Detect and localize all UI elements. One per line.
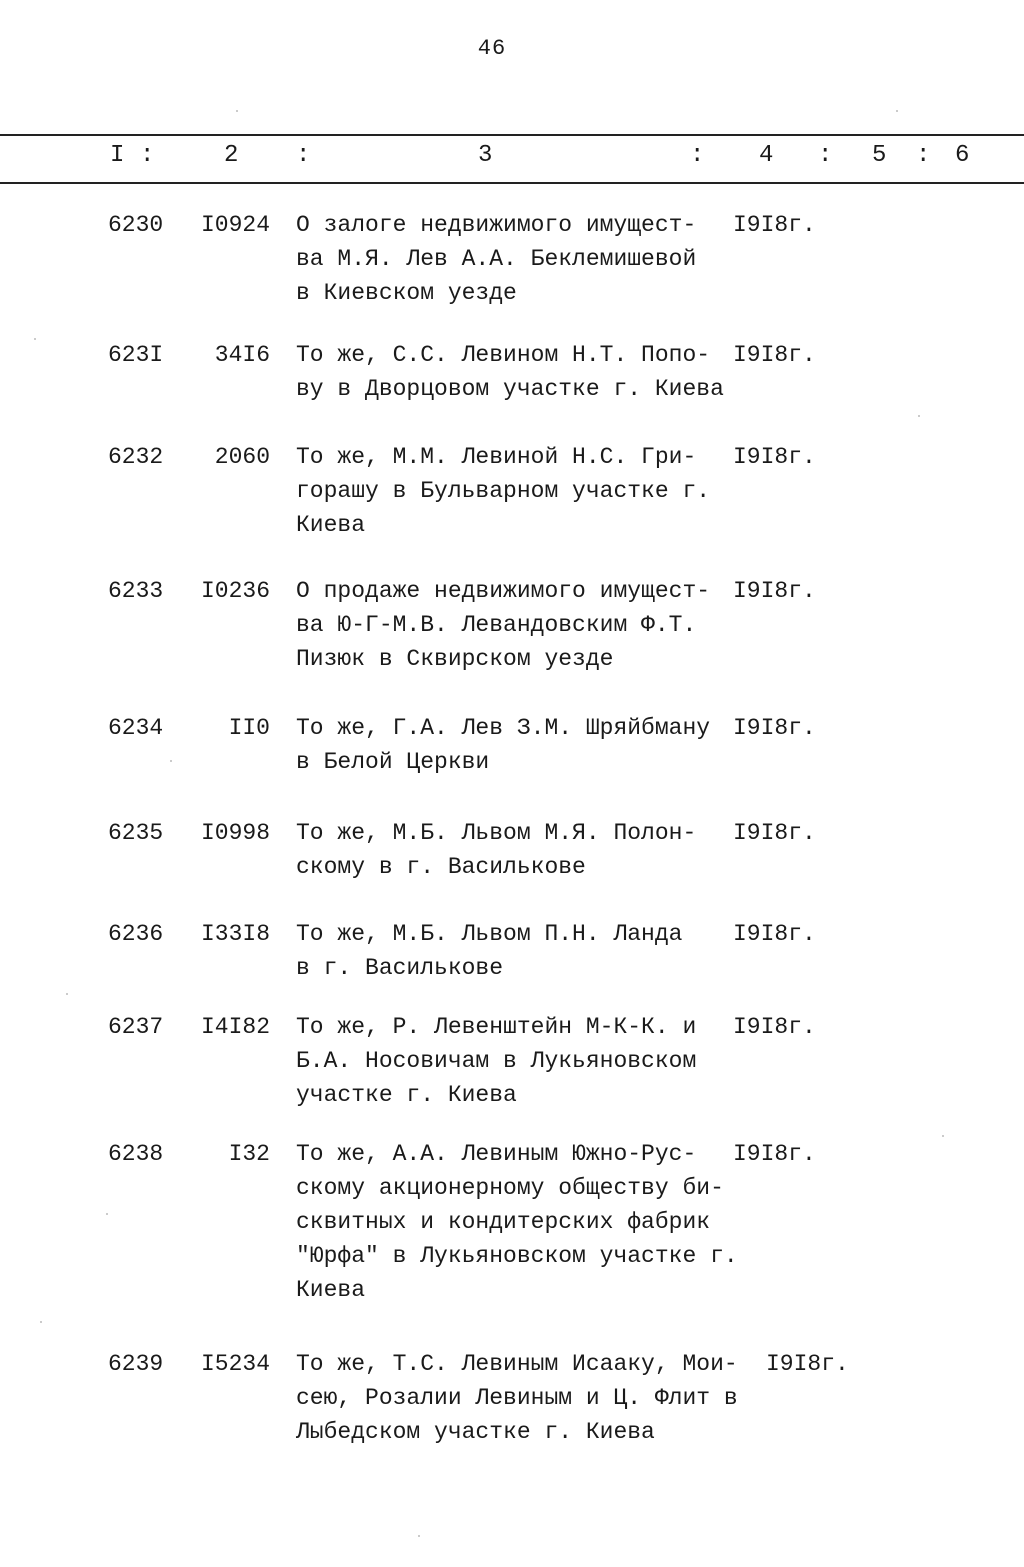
column-separator: : xyxy=(140,142,155,169)
item-number: 6234 xyxy=(108,715,164,741)
column-header-1: I xyxy=(110,142,125,169)
column-header-5: 5 xyxy=(872,142,887,169)
case-number: I0998 xyxy=(200,820,270,846)
scan-speck xyxy=(896,110,898,112)
item-description: О залоге недвижимого имущест- ва М.Я. Лев А.А. Беклемишевой в Киевском уезде xyxy=(296,212,697,306)
item-date: I9I8г. xyxy=(733,578,816,604)
item-number: 623I xyxy=(108,342,164,368)
page-number: 46 xyxy=(477,36,507,61)
item-number: 6236 xyxy=(108,921,164,947)
item-date: I9I8г. xyxy=(733,1014,816,1040)
item-description: То же, М.Б. Львом М.Я. Полон- скому в г. Василькове xyxy=(296,820,697,880)
scan-speck xyxy=(34,338,36,340)
item-description: О продаже недвижимого имущест- ва Ю-Г-М.В. Левандовским Ф.Т. Пизюк в Сквирском уезде xyxy=(296,578,711,672)
item-date: I9I8г. xyxy=(733,342,816,368)
scan-speck xyxy=(40,1321,42,1323)
item-number: 6239 xyxy=(108,1351,164,1377)
case-number: I5234 xyxy=(200,1351,270,1377)
column-header-2: 2 xyxy=(224,142,239,169)
scan-speck xyxy=(418,1535,420,1537)
scan-speck xyxy=(236,110,238,112)
item-description: То же, А.А. Левиным Южно-Рус- скому акционерному обществу би- сквитных и кондитерских фабрик "Юрфа" в Лукьяновском участке г. Киева xyxy=(296,1141,738,1303)
case-number: I0924 xyxy=(200,212,270,238)
table-rule-top xyxy=(0,134,1024,136)
case-number: II0 xyxy=(228,715,270,741)
column-separator: : xyxy=(818,142,833,169)
column-separator: : xyxy=(690,142,705,169)
scan-speck xyxy=(942,1135,944,1137)
case-number: I0236 xyxy=(200,578,270,604)
column-header-4: 4 xyxy=(759,142,774,169)
item-date: I9I8г. xyxy=(733,1141,816,1167)
item-description: То же, Т.С. Левиным Исааку, Мои- сею, Розалии Левиным и Ц. Флит в Лыбедском участке г. Киева xyxy=(296,1351,738,1445)
case-number: 34I6 xyxy=(214,342,270,368)
table-rule-bottom xyxy=(0,182,1024,184)
item-date: I9I8г. xyxy=(733,820,816,846)
item-date: I9I8г. xyxy=(766,1351,849,1377)
item-date: I9I8г. xyxy=(733,921,816,947)
item-number: 6238 xyxy=(108,1141,164,1167)
item-date: I9I8г. xyxy=(733,444,816,470)
item-description: То же, Р. Левенштейн М-К-К. и Б.А. Носовичам в Лукьяновском участке г. Киева xyxy=(296,1014,697,1108)
scan-speck xyxy=(66,993,68,995)
scan-speck xyxy=(106,1213,108,1215)
item-description: То же, Г.А. Лев З.М. Шряйбману в Белой Церкви xyxy=(296,715,711,775)
column-separator: : xyxy=(296,142,311,169)
item-number: 6233 xyxy=(108,578,164,604)
case-number: I33I8 xyxy=(200,921,270,947)
case-number: 2060 xyxy=(214,444,270,470)
item-number: 6230 xyxy=(108,212,164,238)
column-header-6: 6 xyxy=(955,142,970,169)
column-separator: : xyxy=(916,142,931,169)
item-number: 6235 xyxy=(108,820,164,846)
case-number: I4I82 xyxy=(200,1014,270,1040)
item-description: То же, М.Б. Львом П.Н. Ланда в г. Василькове xyxy=(296,921,683,981)
scan-speck xyxy=(918,415,920,417)
item-number: 6237 xyxy=(108,1014,164,1040)
item-description: То же, С.С. Левином Н.Т. Попо- ву в Дворцовом участке г. Киева xyxy=(296,342,724,402)
item-number: 6232 xyxy=(108,444,164,470)
case-number: I32 xyxy=(228,1141,270,1167)
scan-speck xyxy=(170,760,172,762)
item-date: I9I8г. xyxy=(733,212,816,238)
item-description: То же, М.М. Левиной Н.С. Гри- горашу в Бульварном участке г. Киева xyxy=(296,444,711,538)
column-header-3: 3 xyxy=(478,142,493,169)
item-date: I9I8г. xyxy=(733,715,816,741)
